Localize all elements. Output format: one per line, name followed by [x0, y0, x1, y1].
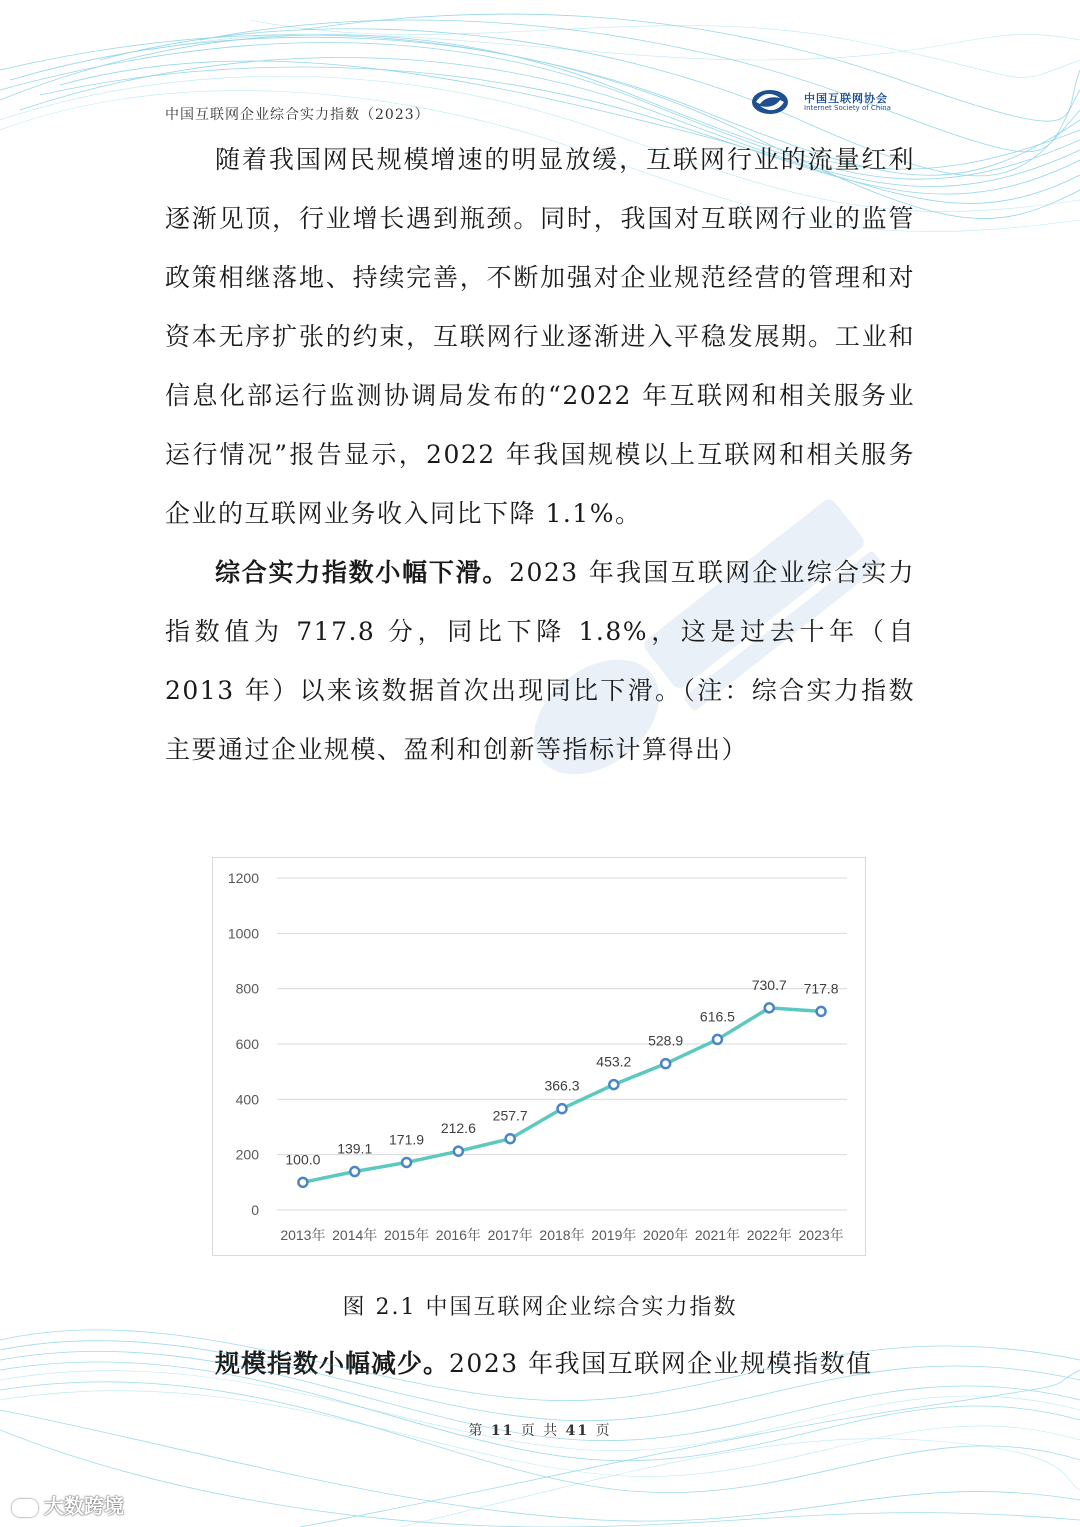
paragraph-scale-index	[165, 1334, 915, 1393]
brand-logo-icon	[12, 1499, 38, 1517]
footer-wave-decoration	[0, 1290, 1080, 1527]
page-total: 41	[565, 1423, 590, 1439]
data-label: 139.1	[337, 1140, 373, 1157]
paragraph-composite-index	[165, 543, 915, 779]
paragraph-composite-index-lead: 综合实力指数小幅下滑。	[215, 558, 510, 587]
data-point	[506, 1134, 515, 1143]
data-label: 453.2	[596, 1053, 632, 1070]
data-point	[713, 1035, 722, 1044]
logo-chinese-text: 中国互联网协会	[804, 92, 888, 105]
data-point	[817, 1007, 826, 1016]
x-tick-label: 2015年	[383, 1227, 430, 1243]
document-header-title: 中国互联网企业综合实力指数（2023）	[165, 107, 430, 123]
data-point	[765, 1003, 774, 1012]
x-tick-label: 2016年	[435, 1227, 481, 1243]
isc-logo	[750, 86, 900, 118]
series-line	[303, 1008, 821, 1182]
data-point	[454, 1147, 463, 1156]
page-mid: 页 共	[520, 1423, 560, 1439]
data-point	[402, 1158, 411, 1167]
data-label: 616.5	[699, 1008, 735, 1025]
x-tick-label: 2019年	[591, 1227, 637, 1243]
data-label: 257.7	[492, 1107, 528, 1124]
data-label: 100.0	[285, 1151, 321, 1168]
data-label: 171.9	[389, 1131, 425, 1148]
x-tick-label: 2023年	[798, 1227, 844, 1243]
data-point	[350, 1167, 359, 1176]
x-tick-label: 2020年	[643, 1227, 689, 1243]
y-tick-label: 600	[235, 1036, 259, 1052]
x-tick-label: 2014年	[332, 1227, 378, 1243]
page-prefix: 第	[468, 1423, 485, 1439]
isc-logo-icon	[750, 88, 790, 116]
data-label: 717.8	[803, 980, 839, 997]
paragraph-scale-index-lead: 规模指数小幅减少。	[215, 1349, 450, 1378]
x-tick-label: 2013年	[280, 1227, 326, 1243]
chart-canvas	[213, 858, 867, 1257]
composite-index-chart	[212, 857, 866, 1256]
paragraph-industry-overview: 随着我国网民规模增速的明显放缓，互联网行业的流量红利逐渐见顶，行业增长遇到瓶颈。同时，我国对互联网行业的监管政策相继落地、持续完善，不断加强对企业规范经营的管理和对资本无序扩张的约束，互联网行业逐渐进入平稳发展期。工业和信息化部运行监测协调局发布的“2022 年互联网和相关服务业运行情况”报告显示，2022 年我国规模以上互联网和相关服务企业的互联网业务收入同比下降 1.1%。	[165, 145, 915, 528]
x-tick-label: 2021年	[694, 1227, 741, 1243]
data-label: 212.6	[440, 1120, 476, 1137]
main-content	[165, 130, 915, 779]
x-tick-label: 2017年	[487, 1227, 533, 1243]
x-tick-label: 2022年	[746, 1227, 792, 1243]
brand-watermark	[12, 1490, 124, 1519]
data-point	[661, 1059, 670, 1068]
y-tick-label: 1000	[227, 925, 259, 942]
paragraph-composite-index-text: 2023 年我国互联网企业综合实力指数值为 717.8 分，同比下降 1.8%，这是过去十年（自 2013 年）以来该数据首次出现同比下滑。（注：综合实力指数主要通过企业规模、盈利和创新等指标计算得出）	[165, 558, 915, 764]
data-point	[558, 1104, 567, 1113]
x-tick-label: 2018年	[539, 1227, 585, 1243]
y-tick-label: 200	[235, 1146, 259, 1163]
y-tick-label: 0	[251, 1202, 259, 1218]
y-tick-label: 1200	[227, 870, 259, 886]
page-suffix: 页	[595, 1423, 612, 1439]
data-label: 528.9	[648, 1032, 684, 1049]
page-number	[0, 1420, 1080, 1440]
brand-text: 大数跨境	[44, 1494, 124, 1518]
y-tick-label: 400	[235, 1091, 259, 1108]
figure-caption: 图 2.1 中国互联网企业综合实力指数	[342, 1295, 738, 1320]
paragraph-scale-index-text: 2023 年我国互联网企业规模指数值	[449, 1349, 873, 1378]
page-current: 11	[490, 1423, 515, 1439]
y-tick-label: 800	[235, 980, 259, 997]
data-label: 366.3	[544, 1077, 580, 1094]
data-point	[609, 1080, 618, 1089]
logo-english-text: Internet Society of China	[804, 104, 891, 112]
data-label: 730.7	[751, 976, 787, 993]
data-point	[298, 1178, 307, 1187]
